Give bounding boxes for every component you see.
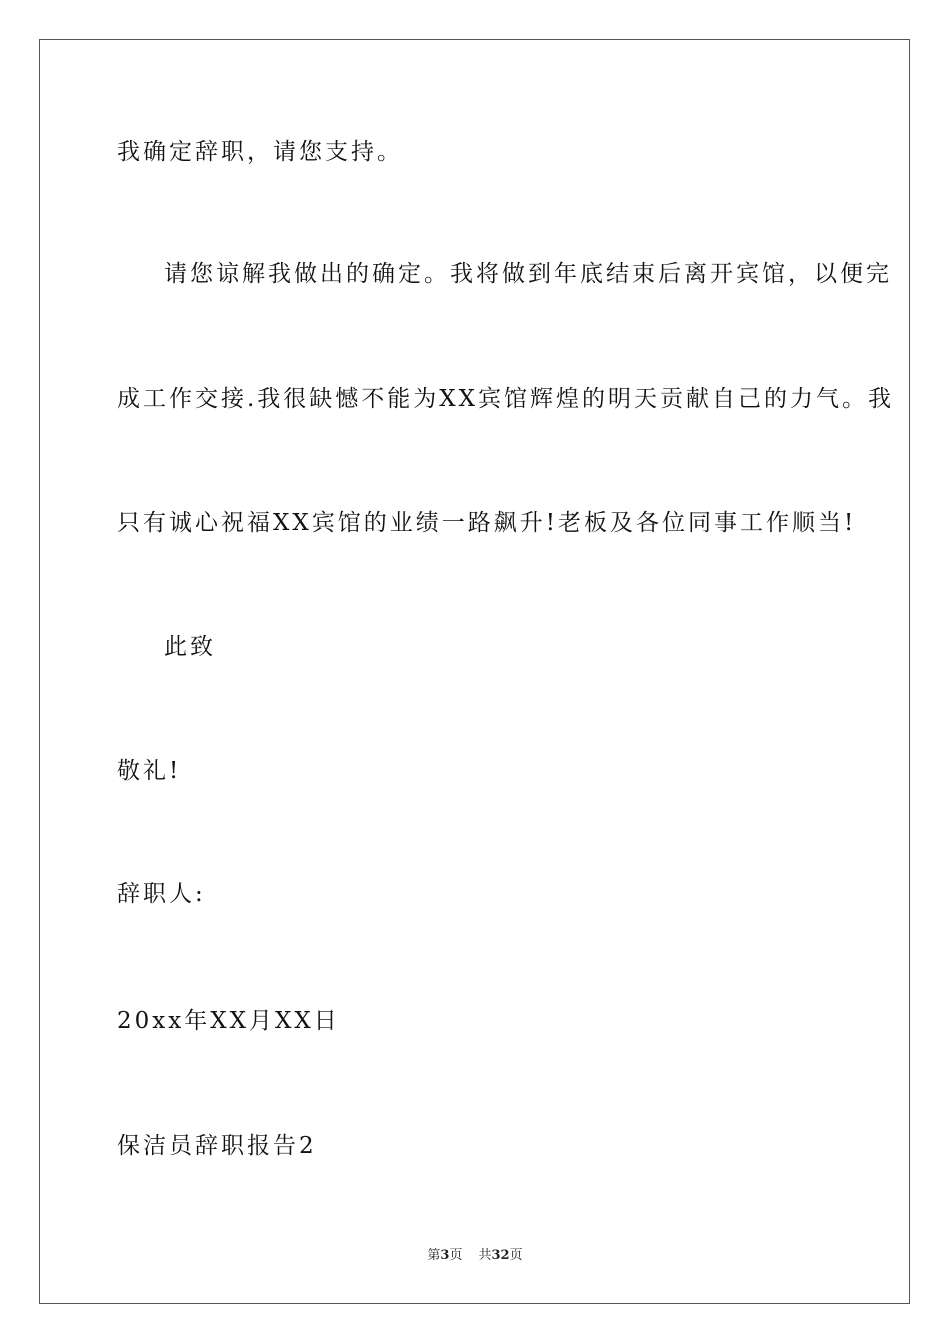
footer-total-prefix: 共 — [478, 1248, 492, 1263]
footer-total-suffix: 页 — [509, 1248, 523, 1263]
page-border — [39, 39, 910, 1304]
paragraph-2-line-1: 请您谅解我做出的确定。我将做到年底结束后离开宾馆，以便完 — [164, 261, 892, 287]
page-footer — [0, 1247, 950, 1265]
footer-total-pages: 32 — [491, 1248, 510, 1263]
signer-label: 辞职人: — [117, 881, 206, 907]
paragraph-2-line-3: 只有诚心祝福XX宾馆的业绩一路飙升!老板及各位同事工作顺当! — [117, 510, 857, 536]
footer-page-prefix: 第 — [427, 1248, 441, 1263]
paragraph-1: 我确定辞职，请您支持。 — [117, 139, 403, 165]
paragraph-2-line-2: 成工作交接.我很缺憾不能为XX宾馆辉煌的明天贡献自己的力气。我 — [117, 386, 895, 412]
closing-regards: 敬礼! — [117, 758, 182, 784]
footer-page-suffix: 页 — [449, 1248, 463, 1263]
next-report-title: 保洁员辞职报告2 — [117, 1133, 317, 1159]
footer-page-number: 3 — [440, 1248, 450, 1263]
date-line: 20xx年XX月XX日 — [117, 1008, 340, 1034]
closing-salutation: 此致 — [164, 634, 216, 660]
